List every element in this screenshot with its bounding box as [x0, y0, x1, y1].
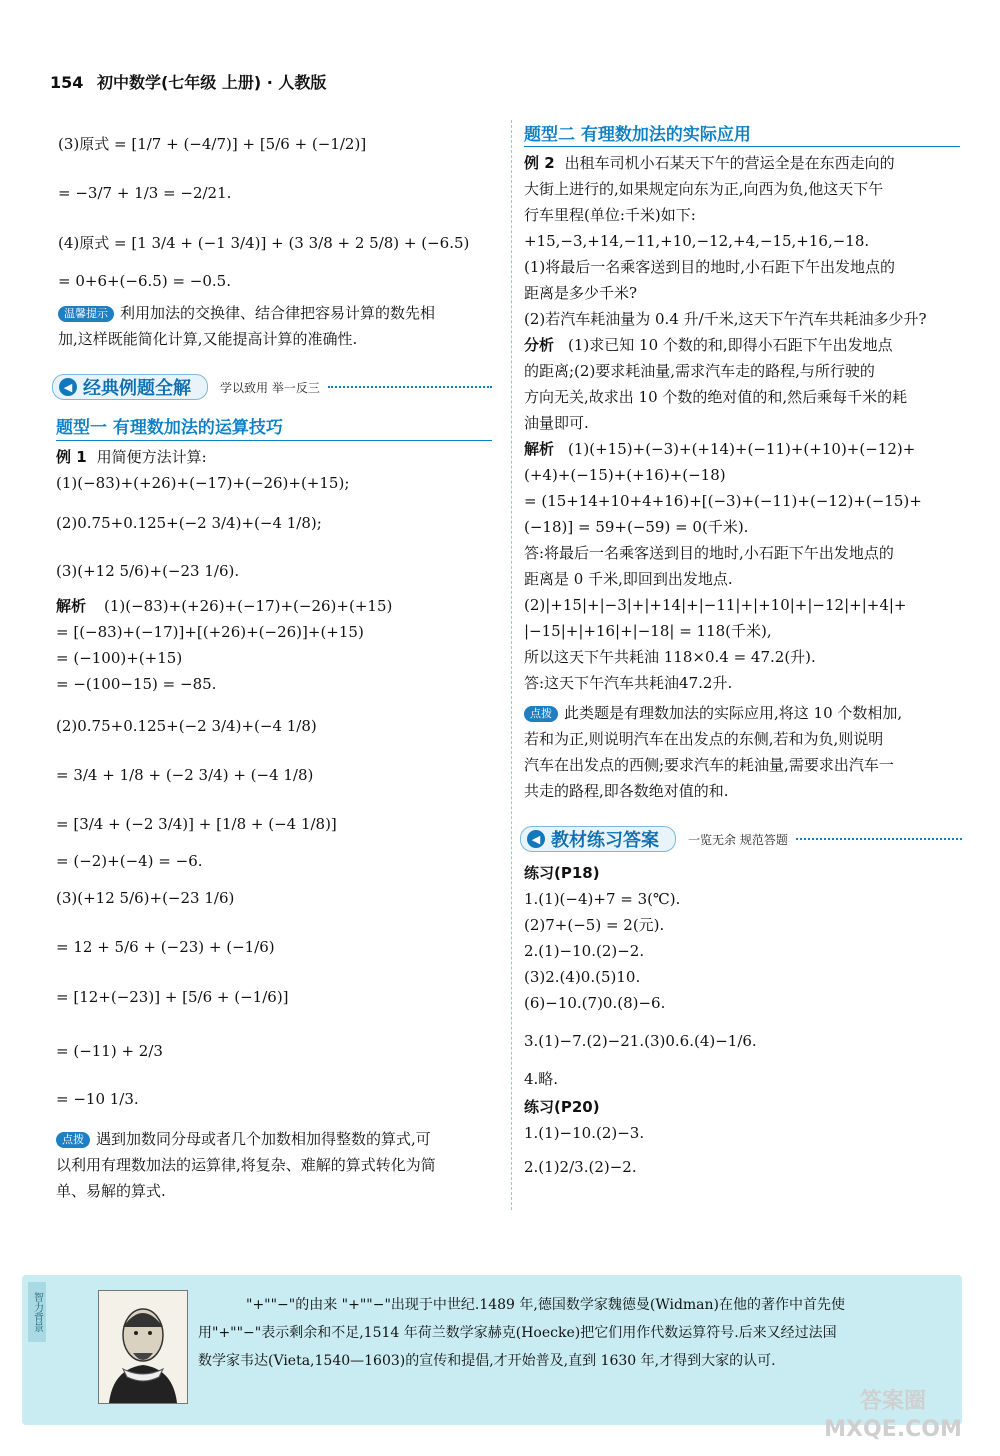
jiexi-line	[524, 438, 915, 460]
solution-line: = 3/4 + 1/8 + (−2 3/4) + (−4 1/8)	[56, 766, 314, 784]
exercise-line: 2.(1)2/3.(2)−2.	[524, 1158, 637, 1176]
example-header	[56, 446, 207, 468]
exercise-line: 4.略.	[524, 1070, 559, 1088]
fenxi-label: 分析	[524, 336, 555, 354]
point-text: 若和为正,则说明汽车在出发点的东侧,若和为负,则说明	[524, 730, 884, 748]
solution-line: = (−100)+(+15)	[56, 649, 183, 667]
analysis-label: 解析	[56, 597, 87, 615]
banner-pill	[52, 374, 208, 400]
solution-start	[56, 595, 392, 617]
banner-subtitle: 学以致用 举一反三	[220, 380, 320, 395]
point-text: 共走的路程,即各数绝对值的和.	[524, 782, 729, 800]
section-banner	[52, 374, 492, 400]
portrait-image	[98, 1290, 188, 1404]
jiexi-label: 解析	[524, 440, 555, 458]
example2-text: 出租车司机小石某天下午的营运全是在东西走向的	[564, 154, 895, 172]
solution-line: = −10 1/3.	[56, 1090, 139, 1108]
exercise-line: 3.(1)−7.(2)−21.(3)0.6.(4)−1/6.	[524, 1032, 757, 1050]
analysis-line	[524, 334, 893, 356]
exercise-line: (2)7+(−5) = 2(元).	[524, 916, 665, 934]
exercise-title: 练习(P20)	[524, 1098, 600, 1116]
side-tab: 智力背景	[28, 1282, 46, 1342]
analysis-text: 油量即可.	[524, 414, 589, 432]
point-text: 此类题是有理数加法的实际应用,将这 10 个数相加,	[564, 704, 903, 722]
jiexi-text: |−15|+|+16|+|−18| = 118(千米),	[524, 622, 772, 640]
example2-text: 行车里程(单位:千米)如下:	[524, 206, 696, 224]
solution-line: = [12+(−23)] + [5/6 + (−1/6)]	[56, 988, 289, 1006]
tip-tag: 温馨提示	[58, 306, 114, 322]
solution-line: = (−11) + 2/3	[56, 1042, 163, 1060]
example2-label: 例 2	[524, 154, 555, 172]
point-tag: 点拨	[56, 1132, 90, 1148]
exercise-line: (3)2.(4)0.(5)10.	[524, 968, 641, 986]
example2-text: (1)将最后一名乘客送到目的地时,小石距下午出发地点的	[524, 258, 896, 276]
footer-line: 用"+""−"表示剩余和不足,1514 年荷兰数学家赫克(Hoecke)把它们用作代数运算符号.后来又经过法国	[198, 1325, 837, 1341]
watermark-line: 答案圈	[859, 1389, 926, 1414]
text-line: = 0+6+(−6.5) = −0.5.	[58, 272, 231, 290]
point-paragraph	[56, 1128, 431, 1150]
example2-line	[524, 152, 895, 174]
banner-subtitle: 一览无余 规范答题	[688, 832, 788, 847]
page-header	[50, 70, 326, 93]
example-line: (2)0.75+0.125+(−2 3/4)+(−4 1/8);	[56, 514, 322, 532]
example-line: (1)(−83)+(+26)+(−17)+(−26)+(+15);	[56, 474, 350, 492]
section-underline	[524, 146, 960, 147]
example2-text: (2)若汽车耗油量为 0.4 升/千米,这天下午汽车共耗油多少升?	[524, 310, 927, 328]
solution-line: = 12 + 5/6 + (−23) + (−1/6)	[56, 938, 275, 956]
page-number: 154	[50, 73, 84, 92]
exercise-line: 1.(1)−10.(2)−3.	[524, 1124, 645, 1142]
section-title: 题型二 有理数加法的实际应用	[524, 125, 751, 145]
point-paragraph	[524, 702, 902, 724]
example-label: 例 1	[56, 448, 87, 466]
example2-text: 大街上进行的,如果规定向东为正,向西为负,他这天下午	[524, 180, 884, 198]
jiexi-text: 答:将最后一名乘客送到目的地时,小石距下午出发地点的	[524, 544, 894, 562]
watermark-line: MXQE.COM	[824, 1417, 962, 1442]
solution-line: (1)(−83)+(+26)+(−17)+(−26)+(+15)	[104, 597, 393, 615]
solution-line: = [3/4 + (−2 3/4)] + [1/8 + (−4 1/8)]	[56, 815, 337, 833]
solution-line: = (−2)+(−4) = −6.	[56, 852, 203, 870]
tip-paragraph	[58, 302, 435, 324]
exercise-line: (6)−10.(7)0.(8)−6.	[524, 994, 666, 1012]
analysis-text: (1)求已知 10 个数的和,即得小石距下午出发地点	[568, 336, 893, 354]
exercise-line: 2.(1)−10.(2)−2.	[524, 942, 645, 960]
point-tag: 点拨	[524, 706, 558, 722]
example2-text: +15,−3,+14,−11,+10,−12,+4,−15,+16,−18.	[524, 232, 870, 250]
footer-line: 数学家韦达(Vieta,1540—1603)的宣传和提倡,才开始普及,直到 1630 年,才得到大家的认可.	[198, 1353, 776, 1369]
section-title: 题型一 有理数加法的运算技巧	[56, 418, 283, 438]
example-intro: 用简便方法计算:	[96, 448, 207, 466]
section-banner	[520, 826, 962, 852]
jiexi-text: 距离是 0 千米,即回到出发地点.	[524, 570, 733, 588]
text-line: = −3/7 + 1/3 = −2/21.	[58, 184, 232, 202]
watermark	[798, 1388, 988, 1450]
jiexi-text: (1)(+15)+(−3)+(+14)+(−11)+(+10)+(−12)+	[568, 440, 916, 458]
jiexi-text: 所以这天下午共耗油 118×0.4 = 47.2(升).	[524, 648, 816, 666]
exercise-title: 练习(P18)	[524, 864, 600, 882]
text-line: (4)原式 = [1 3/4 + (−1 3/4)] + (3 3/8 + 2 5/8) + (−6.5)	[58, 234, 470, 252]
jiexi-text: (2)|+15|+|−3|+|+14|+|−11|+|+10|+|−12|+|+4|+	[524, 596, 907, 614]
footer-line: "+""−"的由来 "+""−"出现于中世纪.1489 年,德国数学家魏德曼(Widman)在他的著作中首先使	[246, 1297, 846, 1313]
point-text: 以利用有理数加法的运算律,将复杂、难解的算式转化为简	[56, 1156, 436, 1174]
analysis-text: 的距离;(2)要求耗油量,需求汽车走的路程,与所行驶的	[524, 362, 875, 380]
tip-text: 利用加法的交换律、结合律把容易计算的数先相	[120, 304, 436, 322]
point-text: 单、易解的算式.	[56, 1182, 166, 1200]
jiexi-text: (−18)] = 59+(−59) = 0(千米).	[524, 518, 749, 536]
point-text: 遇到加数同分母或者几个加数相加得整数的算式,可	[96, 1130, 431, 1148]
solution-line: = −(100−15) = −85.	[56, 675, 217, 693]
banner-title: 教材练习答案	[551, 830, 659, 851]
speaker-icon: ◀	[527, 830, 545, 848]
example2-text: 距离是多少千米?	[524, 284, 638, 302]
jiexi-text: = (15+14+10+4+16)+[(−3)+(−11)+(−12)+(−15)+	[524, 492, 922, 510]
point-text: 汽车在出发点的西侧;要求汽车的耗油量,需要求出汽车一	[524, 756, 894, 774]
speaker-icon: ◀	[59, 378, 77, 396]
solution-line: = [(−83)+(−17)]+[(+26)+(−26)]+(+15)	[56, 623, 364, 641]
jiexi-text: 答:这天下午汽车共耗油47.2升.	[524, 674, 733, 692]
solution-line: (3)(+12 5/6)+(−23 1/6)	[56, 889, 235, 907]
jiexi-text: (+4)+(−15)+(+16)+(−18)	[524, 466, 726, 484]
column-divider	[511, 120, 512, 1210]
text-line: (3)原式 = [1/7 + (−4/7)] + [5/6 + (−1/2)]	[58, 135, 367, 153]
section-underline	[56, 440, 492, 441]
banner-pill	[520, 826, 676, 852]
banner-rule	[328, 386, 492, 388]
solution-line: (2)0.75+0.125+(−2 3/4)+(−4 1/8)	[56, 717, 317, 735]
tip-text: 加,这样既能简化计算,又能提高计算的准确性.	[58, 330, 358, 348]
book-title: 初中数学(七年级 上册) · 人教版	[96, 73, 327, 92]
exercise-line: 1.(1)(−4)+7 = 3(℃).	[524, 890, 681, 908]
banner-rule	[796, 838, 962, 840]
banner-title: 经典例题全解	[83, 378, 191, 399]
analysis-text: 方向无关,故求出 10 个数的绝对值的和,然后乘每千米的耗	[524, 388, 908, 406]
example-line: (3)(+12 5/6)+(−23 1/6).	[56, 562, 240, 580]
